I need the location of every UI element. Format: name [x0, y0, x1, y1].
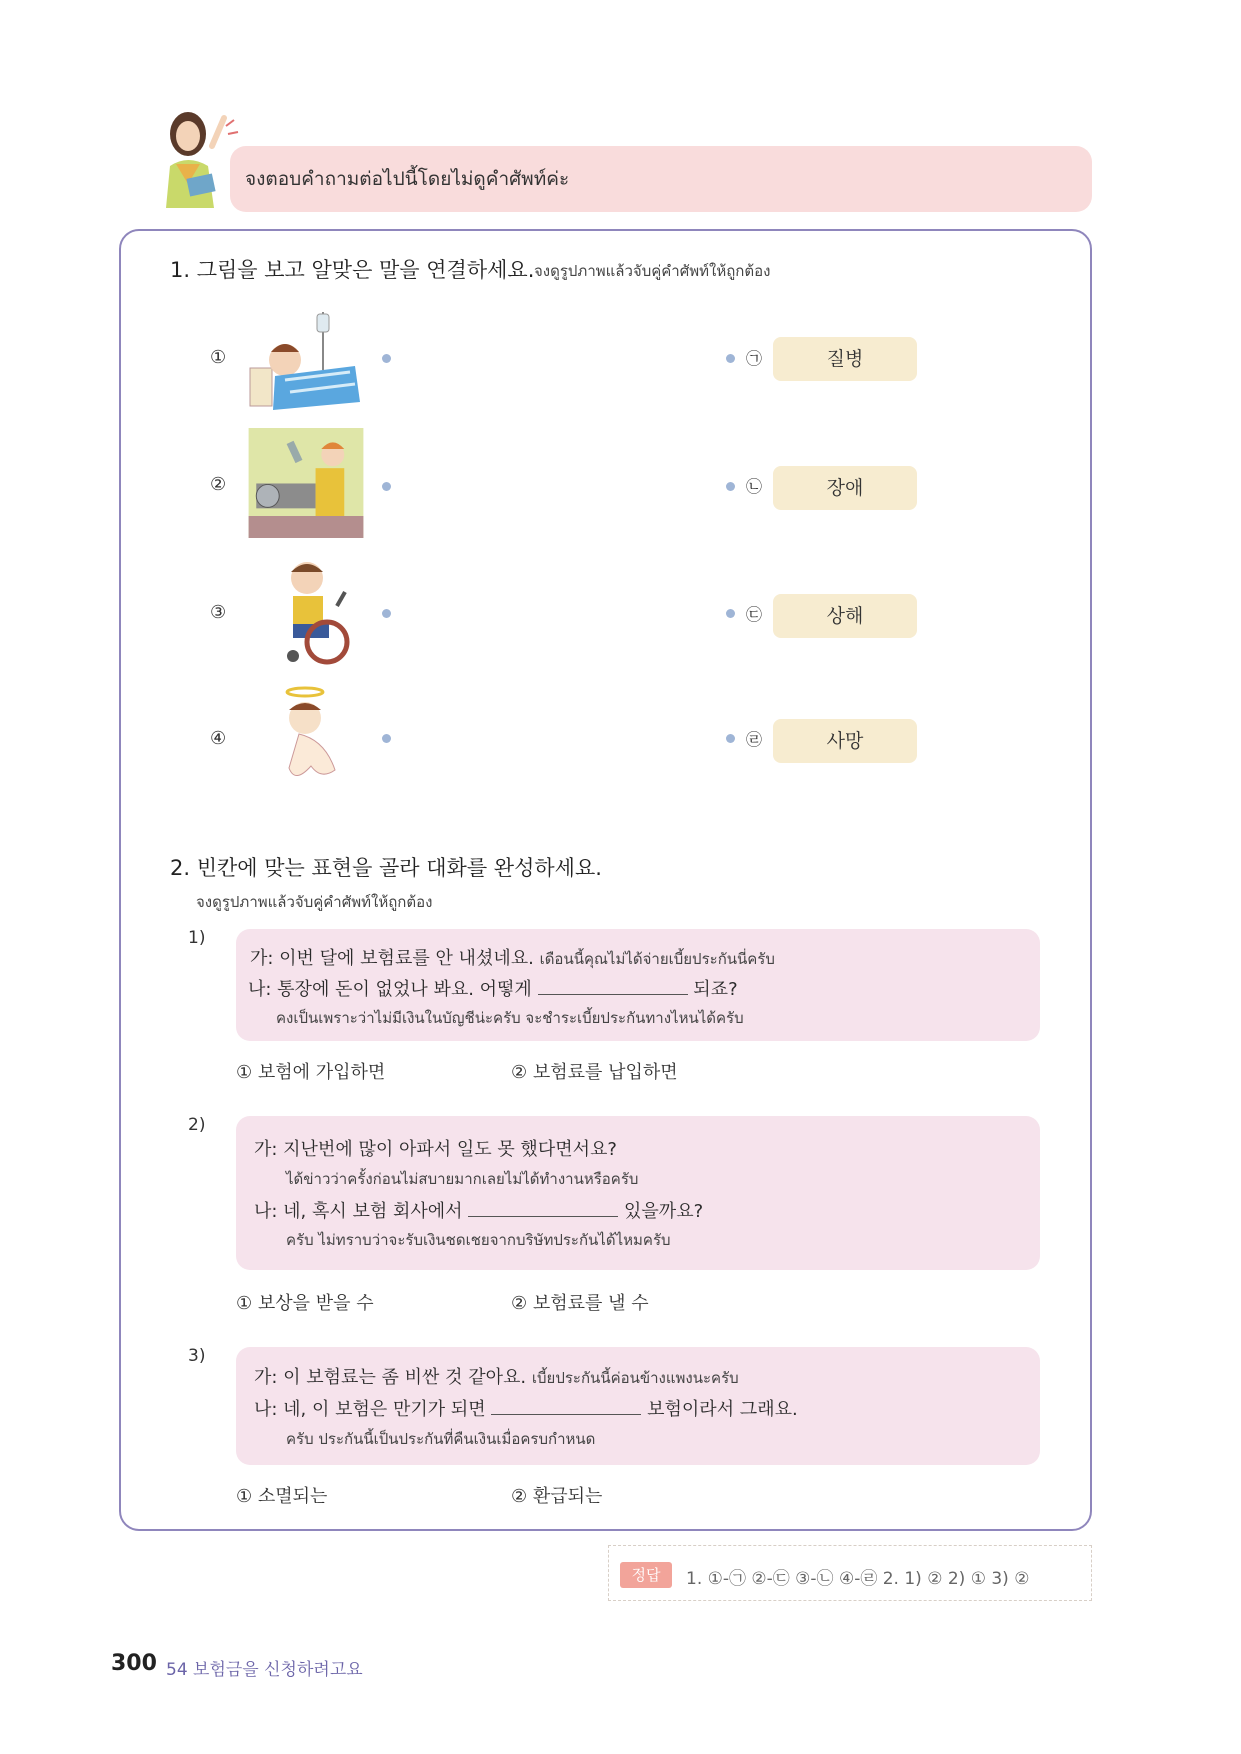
answer-label: 정답	[620, 1562, 672, 1588]
question-1-title: 1. 그림을 보고 알맞은 말을 연결하세요.	[170, 258, 535, 282]
match-dot-left[interactable]	[382, 482, 391, 491]
choice-option[interactable]: ② 보험료를 납입하면	[511, 1062, 678, 1083]
sick-in-bed-illustration	[245, 310, 365, 420]
answer-blank[interactable]	[491, 1396, 641, 1415]
choice-option[interactable]: ② 보험료를 낼 수	[511, 1293, 649, 1314]
match-dot-left[interactable]	[382, 609, 391, 618]
dialog-line-b	[254, 1197, 703, 1223]
dialog-thai: ได้ข่าวว่าครั้งก่อนไม่สบายมากเลยไม่ได้ทำงานหรือครับ	[286, 1170, 639, 1188]
match-dot-right[interactable]	[726, 354, 735, 363]
item-number: ②	[210, 474, 227, 495]
match-dot-left[interactable]	[382, 354, 391, 363]
dialog-line-a	[254, 1363, 739, 1390]
dialog-line-b	[254, 1395, 798, 1421]
match-dot-left[interactable]	[382, 734, 391, 743]
item-number: ④	[210, 728, 227, 749]
match-dot-right[interactable]	[726, 609, 735, 618]
teacher-icon	[150, 106, 242, 208]
word-letter: ㉢	[746, 605, 763, 624]
dialog-thai: คงเป็นเพราะว่าไม่มีเงินในบัญชีน่ะครับ จะชำระเบี้ยประกันทางไหนได้ครับ	[276, 1009, 744, 1027]
dialog-korean: 가: 이번 달에 보험료를 안 내셨네요.	[250, 948, 534, 969]
question-2-subtitle: จงดูรูปภาพแล้วจับคู่คำศัพท์ให้ถูกต้อง	[196, 893, 433, 911]
dialog-thai: เดือนนี้คุณไม่ได้จ่ายเบี้ยประกันนี่ครับ	[539, 950, 775, 968]
instruction-text: จงตอบคำถามต่อไปนี้โดยไม่ดูคำศัพท์ค่ะ	[245, 168, 570, 190]
choice-option[interactable]: ② 환급되는	[511, 1486, 603, 1507]
choice-option[interactable]: ① 소멸되는	[236, 1486, 328, 1507]
dialog-number: 2)	[188, 1115, 206, 1135]
answer-blank[interactable]	[538, 976, 688, 995]
question-2-title: 2. 빈칸에 맞는 표현을 골라 대화를 완성하세요.	[170, 856, 602, 880]
answer-blank[interactable]	[468, 1198, 618, 1217]
dialog-line-a	[250, 944, 775, 971]
item-number: ③	[210, 602, 227, 623]
word-box: 장애	[773, 466, 917, 510]
match-dot-right[interactable]	[726, 482, 735, 491]
dialog-korean: 되죠?	[693, 979, 738, 1000]
word-box: 질병	[773, 337, 917, 381]
dialog-korean: 있을까요?	[624, 1201, 704, 1222]
dialog-thai: ครับ ประกันนี้เป็นประกันที่คืนเงินเมื่อครบกำหนด	[286, 1430, 596, 1448]
angel-halo-illustration	[255, 684, 375, 794]
dialog-thai: เบี้ยประกันนี้ค่อนข้างแพงนะครับ	[531, 1369, 739, 1387]
question-1-subtitle: จงดูรูปภาพแล้วจับคู่คำศัพท์ให้ถูกต้อง	[534, 262, 771, 280]
dialog-korean: 나: 네, 이 보험은 만기가 되면	[254, 1399, 486, 1420]
wheelchair-illustration	[255, 556, 375, 666]
dialog-line-a: 가: 지난번에 많이 아파서 일도 못 했다면서요?	[254, 1139, 617, 1160]
dialog-thai: ครับ ไม่ทราบว่าจะรับเงินชดเชยจากบริษัทประกันได้ไหมครับ	[286, 1231, 671, 1249]
dialog-number: 1)	[188, 928, 206, 948]
word-box: 사망	[773, 719, 917, 763]
item-number: ①	[210, 347, 227, 368]
answer-key-text: 1. ①-㉠ ②-㉢ ③-㉡ ④-㉣ 2. 1) ② 2) ① 3) ②	[686, 1569, 1030, 1589]
dialog-korean: 나: 네, 혹시 보험 회사에서	[254, 1201, 463, 1222]
dialog-korean: 나: 통장에 돈이 없었나 봐요. 어떻게	[248, 979, 532, 1000]
page-number: 300	[111, 1651, 157, 1676]
dialog-korean: 가: 이 보험료는 좀 비싼 것 같아요.	[254, 1367, 527, 1388]
dialog-number: 3)	[188, 1346, 206, 1366]
word-box: 상해	[773, 594, 917, 638]
match-dot-right[interactable]	[726, 734, 735, 743]
choice-option[interactable]: ① 보상을 받을 수	[236, 1293, 374, 1314]
word-letter: ㉡	[746, 477, 763, 496]
factory-accident-illustration	[246, 428, 366, 538]
chapter-title: 54 보험금을 신청하려고요	[166, 1660, 363, 1680]
dialog-korean: 보험이라서 그래요.	[647, 1399, 798, 1420]
choice-option[interactable]: ① 보험에 가입하면	[236, 1062, 386, 1083]
word-letter: ㉣	[746, 730, 763, 749]
dialog-line-b	[248, 975, 738, 1001]
word-letter: ㉠	[746, 349, 763, 368]
